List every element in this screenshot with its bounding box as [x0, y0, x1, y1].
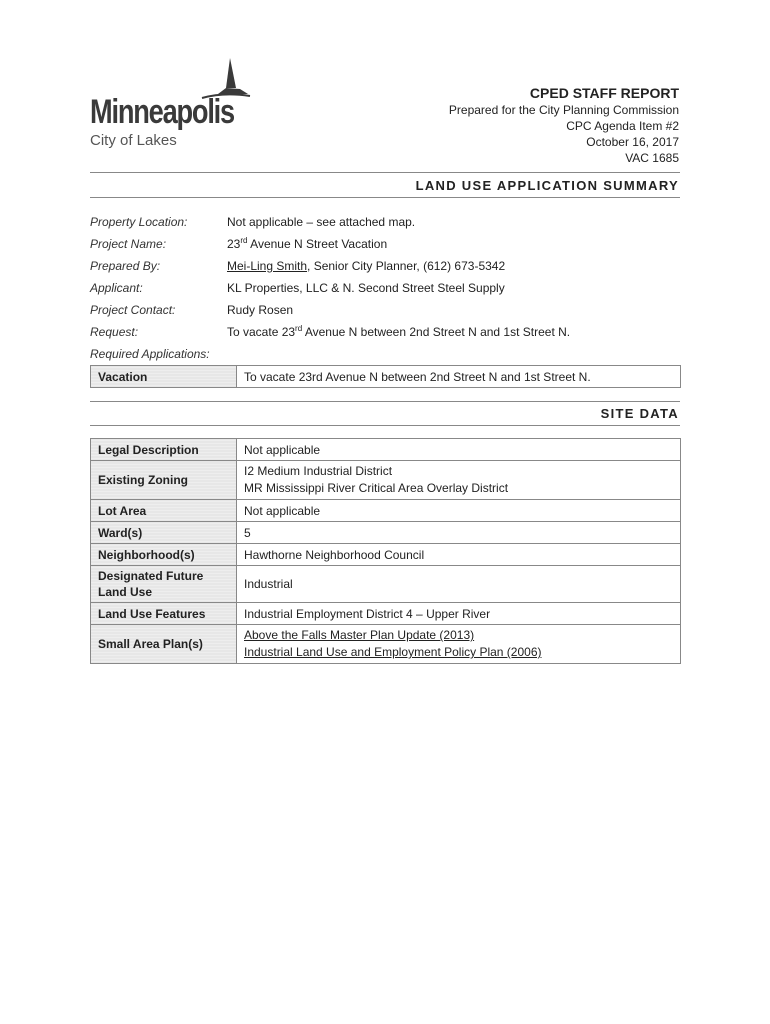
lot-area-label: Lot Area	[91, 500, 237, 522]
table-row	[91, 522, 681, 544]
project-contact-label: Project Contact:	[90, 303, 176, 317]
table-row	[91, 544, 681, 566]
city-logo	[90, 58, 250, 150]
request-value: To vacate 23rd Avenue N between 2nd Street N and 1st Street N.	[227, 324, 571, 339]
report-header	[449, 84, 679, 166]
small-area-plans-value	[237, 625, 681, 664]
legal-description-label: Legal Description	[91, 439, 237, 461]
table-row	[91, 461, 681, 500]
summary-row	[90, 299, 570, 321]
table-row	[91, 566, 681, 603]
above-the-falls-plan-link[interactable]: Above the Falls Master Plan Update (2013)	[244, 628, 475, 642]
divider	[90, 425, 680, 426]
vacation-label: Vacation	[91, 366, 237, 388]
divider	[90, 401, 680, 402]
prepared-by-value: Mei-Ling Smith, Senior City Planner, (612) 673-5342	[227, 259, 506, 273]
future-land-use-value: Industrial	[237, 566, 681, 603]
wards-label: Ward(s)	[91, 522, 237, 544]
project-name-label: Project Name:	[90, 237, 167, 251]
prepared-by-label: Prepared By:	[90, 259, 161, 273]
table-row	[91, 366, 681, 388]
summary-row	[90, 277, 570, 299]
zoning-district: I2 Medium Industrial District	[244, 464, 393, 478]
table-row	[91, 625, 681, 664]
site-data-table	[90, 438, 681, 664]
wards-value: 5	[237, 522, 681, 544]
prepared-for: Prepared for the City Planning Commission	[448, 103, 679, 117]
small-area-plans-label: Small Area Plan(s)	[91, 625, 237, 664]
summary-row	[90, 211, 570, 233]
application-summary	[90, 211, 570, 365]
vacation-value: To vacate 23rd Avenue N between 2nd Street N and 1st Street N.	[237, 366, 681, 388]
site-data-heading: SITE DATA	[600, 406, 679, 421]
land-use-features-value: Industrial Employment District 4 – Upper River	[237, 603, 681, 625]
divider	[90, 172, 680, 173]
summary-row	[90, 233, 570, 255]
report-date: October 16, 2017	[586, 135, 679, 149]
existing-zoning-value	[237, 461, 681, 500]
property-location-value: Not applicable – see attached map.	[227, 215, 416, 229]
planner-email-link[interactable]: Mei-Ling Smith	[227, 259, 308, 273]
summary-heading: LAND USE APPLICATION SUMMARY	[415, 178, 679, 193]
neighborhoods-value: Hawthorne Neighborhood Council	[237, 544, 681, 566]
legal-description-value: Not applicable	[237, 439, 681, 461]
existing-zoning-label: Existing Zoning	[91, 461, 237, 500]
agenda-item: CPC Agenda Item #2	[566, 119, 679, 133]
future-land-use-label: Designated Future Land Use	[91, 566, 237, 603]
logo-tagline: City of Lakes	[90, 132, 177, 149]
summary-row	[90, 255, 570, 277]
project-contact-value: Rudy Rosen	[227, 303, 294, 317]
summary-row	[90, 321, 570, 343]
request-label: Request:	[90, 325, 139, 339]
file-number: VAC 1685	[625, 151, 679, 165]
applicant-label: Applicant:	[90, 281, 143, 295]
table-row	[91, 439, 681, 461]
table-row	[91, 500, 681, 522]
table-row	[91, 603, 681, 625]
lot-area-value: Not applicable	[237, 500, 681, 522]
land-use-features-label: Land Use Features	[91, 603, 237, 625]
summary-row	[90, 343, 570, 365]
industrial-land-use-plan-link[interactable]: Industrial Land Use and Employment Policy Plan (2006)	[244, 645, 542, 659]
overlay-district: MR Mississippi River Critical Area Overlay District	[244, 481, 509, 495]
divider	[90, 197, 680, 198]
report-title: CPED STAFF REPORT	[529, 85, 679, 101]
property-location-label: Property Location:	[90, 215, 188, 229]
logo-wordmark: Minneapolis	[90, 93, 234, 131]
required-applications-label: Required Applications:	[90, 347, 210, 361]
neighborhoods-label: Neighborhood(s)	[91, 544, 237, 566]
applicant-value: KL Properties, LLC & N. Second Street Steel Supply	[227, 281, 505, 295]
project-name-value: 23rd Avenue N Street Vacation	[227, 236, 388, 251]
applications-table	[90, 365, 681, 388]
